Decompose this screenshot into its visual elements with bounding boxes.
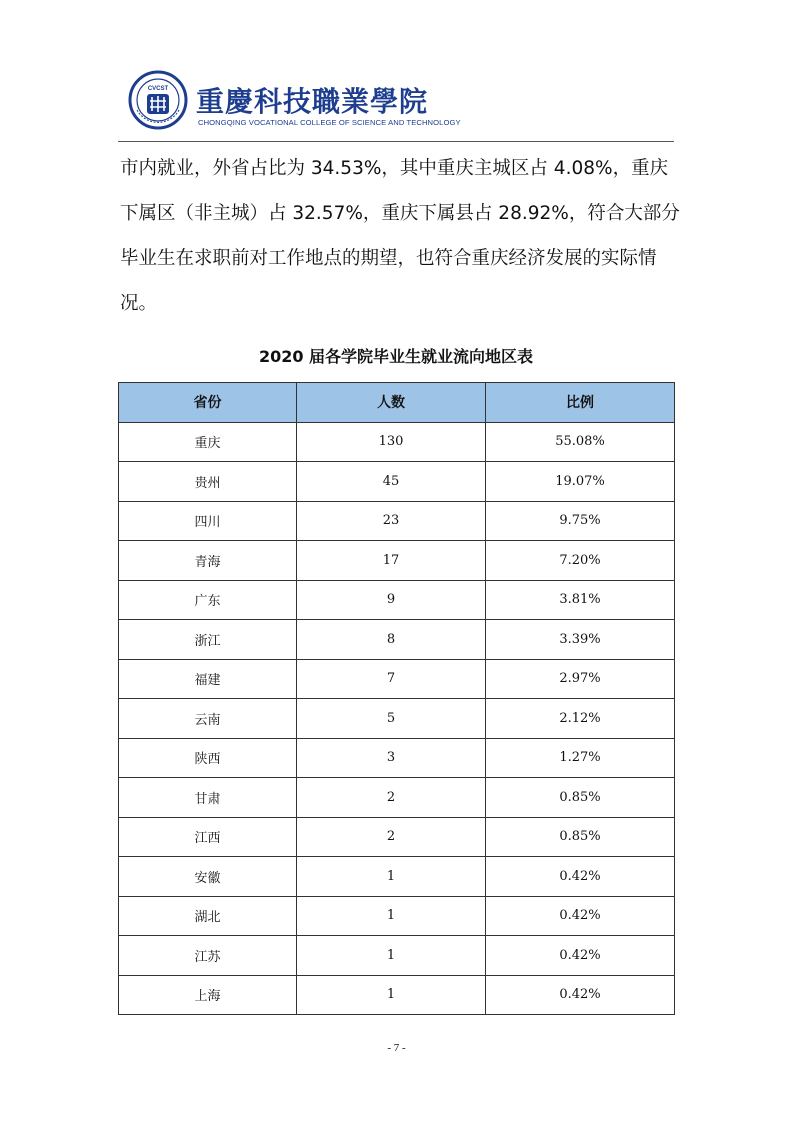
count-cell: 2 <box>297 778 486 818</box>
college-name-en: CHONGQING VOCATIONAL COLLEGE OF SCIENCE AND TECHNOLOGY <box>198 118 461 127</box>
table-row <box>119 462 675 502</box>
count-cell: 2 <box>297 817 486 857</box>
count-cell: 1 <box>297 857 486 897</box>
table-row <box>119 659 675 699</box>
count-cell: 130 <box>297 422 486 462</box>
table-row <box>119 896 675 936</box>
count-cell: 3 <box>297 738 486 778</box>
ratio-cell: 0.42% <box>486 975 675 1015</box>
table-caption: 2020 届各学院毕业生就业流向地区表 <box>258 347 534 366</box>
table-row <box>119 699 675 739</box>
table-row <box>119 817 675 857</box>
province-cell: 甘肃 <box>119 778 297 818</box>
page-header <box>118 66 678 144</box>
column-header-count: 人数 <box>297 383 486 423</box>
province-cell: 福建 <box>119 659 297 699</box>
province-cell: 江苏 <box>119 936 297 976</box>
table-row <box>119 936 675 976</box>
ratio-cell: 2.97% <box>486 659 675 699</box>
header-divider <box>118 141 674 142</box>
table-row <box>119 422 675 462</box>
count-cell: 45 <box>297 462 486 502</box>
ratio-cell: 0.42% <box>486 896 675 936</box>
ratio-cell: 7.20% <box>486 541 675 581</box>
table-row <box>119 580 675 620</box>
province-cell: 安徽 <box>119 857 297 897</box>
province-cell: 云南 <box>119 699 297 739</box>
page-number: - 7 - <box>387 1042 406 1054</box>
province-cell: 贵州 <box>119 462 297 502</box>
count-cell: 9 <box>297 580 486 620</box>
ratio-cell: 0.42% <box>486 857 675 897</box>
count-cell: 23 <box>297 501 486 541</box>
college-name-cn: 重慶科技職業學院 <box>196 85 429 118</box>
count-cell: 8 <box>297 620 486 660</box>
province-cell: 浙江 <box>119 620 297 660</box>
province-cell: 江西 <box>119 817 297 857</box>
table-row <box>119 738 675 778</box>
count-cell: 5 <box>297 699 486 739</box>
body-paragraph: 市内就业，外省占比为 34.53%，其中重庆主城区占 4.08%，重庆下属区（非主城）占 32.57%，重庆下属县占 28.92%，符合大部分毕业生在求职前对工作地点的期望，也符合重庆经济发展的实际情况。 <box>120 158 680 314</box>
ratio-cell: 19.07% <box>486 462 675 502</box>
province-cell: 陕西 <box>119 738 297 778</box>
count-cell: 17 <box>297 541 486 581</box>
count-cell: 7 <box>297 659 486 699</box>
ratio-cell: 2.12% <box>486 699 675 739</box>
college-seal-logo <box>128 70 188 130</box>
province-cell: 广东 <box>119 580 297 620</box>
table-header-row <box>119 383 675 423</box>
count-cell: 1 <box>297 936 486 976</box>
ratio-cell: 3.81% <box>486 580 675 620</box>
province-cell: 四川 <box>119 501 297 541</box>
column-header-ratio: 比例 <box>486 383 675 423</box>
ratio-cell: 9.75% <box>486 501 675 541</box>
ratio-cell: 1.27% <box>486 738 675 778</box>
province-cell: 青海 <box>119 541 297 581</box>
table-row <box>119 857 675 897</box>
table-row <box>119 620 675 660</box>
ratio-cell: 0.85% <box>486 817 675 857</box>
table-row <box>119 778 675 818</box>
count-cell: 1 <box>297 896 486 936</box>
table-row <box>119 541 675 581</box>
table-row <box>119 501 675 541</box>
ratio-cell: 3.39% <box>486 620 675 660</box>
province-cell: 湖北 <box>119 896 297 936</box>
count-cell: 1 <box>297 975 486 1015</box>
employment-region-table <box>118 382 675 1015</box>
ratio-cell: 0.42% <box>486 936 675 976</box>
svg-text:CVCST: CVCST <box>147 86 169 92</box>
ratio-cell: 55.08% <box>486 422 675 462</box>
province-cell: 重庆 <box>119 422 297 462</box>
province-cell: 上海 <box>119 975 297 1015</box>
column-header-province: 省份 <box>119 383 297 423</box>
ratio-cell: 0.85% <box>486 778 675 818</box>
table-row <box>119 975 675 1015</box>
